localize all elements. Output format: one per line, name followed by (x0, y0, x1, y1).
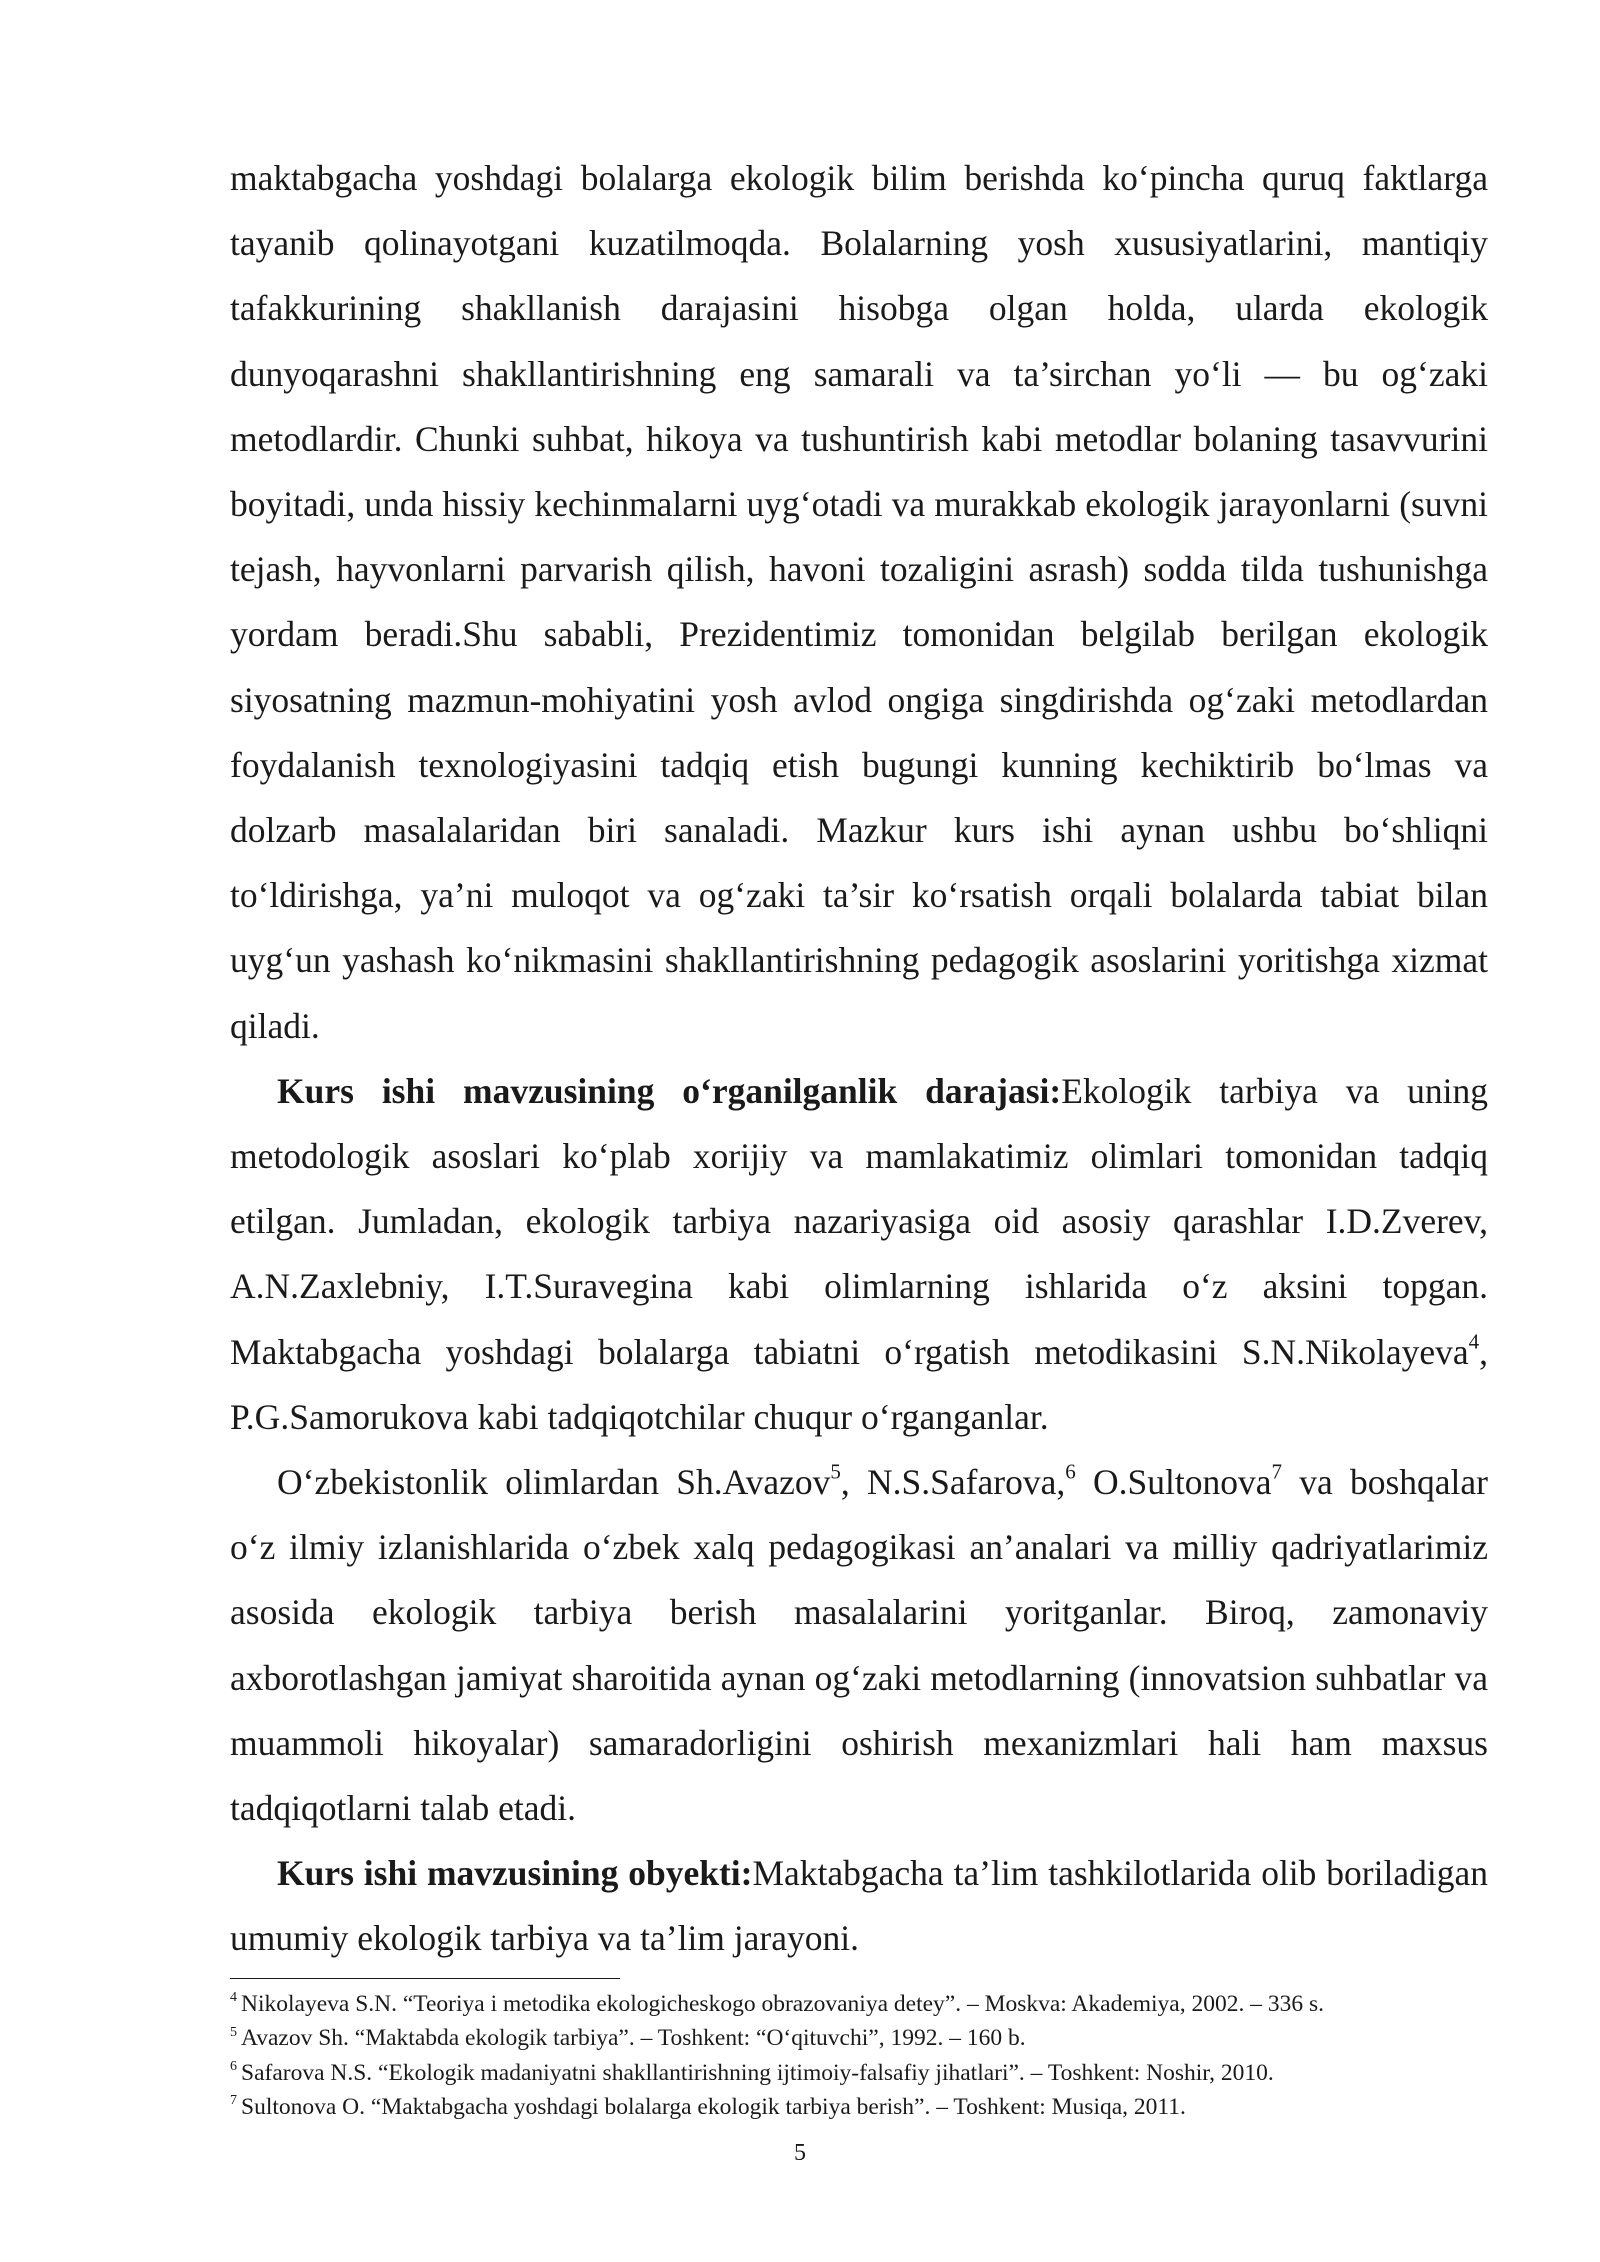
footnote-number: 7 (230, 2093, 237, 2109)
paragraph-text: , N.S.Safarova, (840, 1462, 1066, 1503)
footnote-reference-6[interactable]: 6 (1065, 1459, 1076, 1484)
footnote-4 (230, 1987, 1520, 2021)
paragraph-study-level (230, 1059, 1488, 1450)
footnotes (230, 1987, 1520, 2124)
footnote-separator (230, 1978, 620, 1979)
footnote-number: 5 (230, 2024, 237, 2040)
section-heading-study-level: Kurs ishi mavzusining o‘rganilganlik darajasi: (277, 1070, 1062, 1111)
paragraph-uzbek-scholars (230, 1450, 1488, 1841)
paragraph-text: Ekologik tarbiya va uning metodologik asoslari ko‘plab xorijiy va mamlakatimiz olimlari tomonidan tadqiq etilgan. Jumladan, ekologik tarbiya nazariyasiga oid asosiy qarashlar I.D.Zverev, A.N.Zaxlebniy, I.T.Suravegina kabi olimlarning ishlarida o‘z aksini topgan. Maktabgacha yoshdagi bolalarga tabiatni o‘rgatish metodikasini S.N.Nikolayeva (230, 1070, 1488, 1372)
footnote-7 (230, 2090, 1520, 2124)
paragraph-text: maktabgacha yoshdagi bolalarga ekologik bilim berishda ko‘pincha quruq faktlarga tayanib qolinayotgani kuzatilmoqda. Bolalarning yosh xususiyatlarini, mantiqiy tafakkurining shakllanish darajasini hisobga olgan holda, ularda ekologik dunyoqarashni shakllantirishning eng samarali va ta’sirchan yo‘li — bu og‘zaki metodlardir. Chunki suhbat, hikoya va tushuntirish kabi metodlar bolaning tasavvurini boyitadi, unda hissiy kechinmalarni uyg‘otadi va murakkab ekologik jarayonlarni (suvni tejash, hayvonlarni parvarish qilish, havoni tozaligini asrash) sodda tilda tushunishga yordam beradi.Shu sababli, Prezidentimiz tomonidan belgilab berilgan ekologik siyosatning mazmun-mohiyatini yosh avlod ongiga singdirishda og‘zaki metodlardan foydalanish texnologiyasini tadqiq etish bugungi kunning kechiktirib bo‘lmas va dolzarb masalalaridan biri sanaladi. Mazkur kurs ishi aynan ushbu bo‘shliqni to‘ldirishga, ya’ni muloqot va og‘zaki ta’sir ko‘rsatish orqali bolalarda tabiat bilan uyg‘un yashash ko‘nikmasini shakllantirishning pedagogik asoslarini yoritishga xizmat qiladi. (230, 158, 1488, 1046)
paragraph-object (230, 1841, 1488, 1971)
footnote-text: Avazov Sh. “Maktabda ekologik tarbiya”. – Toshkent: “O‘qituvchi”, 1992. – 160 b. (241, 2025, 1026, 2052)
paragraph-text: Maktabgacha ta’lim tashkilotlarida olib boriladigan umumiy ekologik tarbiya va ta’lim jarayoni. (230, 1853, 1488, 1959)
paragraph-text: O.Sultonova (1075, 1462, 1272, 1503)
document-body (230, 146, 1488, 1972)
section-heading-object: Kurs ishi mavzusining obyekti: (277, 1853, 753, 1894)
footnote-number: 6 (230, 2058, 237, 2074)
footnote-reference-5[interactable]: 5 (830, 1459, 841, 1484)
footnote-number: 4 (230, 1990, 237, 2006)
paragraph-text: , P.G.Samorukova kabi tadqiqotchilar chuqur o‘rganganlar. (230, 1331, 1488, 1437)
paragraph-text: O‘zbekistonlik olimlardan Sh.Avazov (277, 1462, 831, 1503)
footnote-text: Safarova N.S. “Ekologik madaniyatni shakllantirishning ijtimoiy-falsafiy jihatlari”. – Toshkent: Noshir, 2010. (241, 2059, 1274, 2086)
page-number: 5 (794, 2140, 806, 2166)
footnote-text: Sultonova O. “Maktabgacha yoshdagi bolalarga ekologik tarbiya berish”. – Toshkent: Musiqa, 2011. (241, 2093, 1186, 2120)
footnote-5 (230, 2021, 1520, 2055)
paragraph-intro-continuation (230, 146, 1488, 1059)
paragraph-text: va boshqalar o‘z ilmiy izlanishlarida o‘zbek xalq pedagogikasi an’analari va milliy qadriyatlarimiz asosida ekologik tarbiya berish masalalarini yoritganlar. Biroq, zamonaviy axborotlashgan jamiyat sharoitida aynan og‘zaki metodlarning (innovatsion suhbatlar va muammoli hikoyalar) samaradorligini oshirish mexanizmlari hali ham maxsus tadqiqotlarni talab etadi. (230, 1462, 1488, 1829)
footnote-6 (230, 2056, 1520, 2090)
footnote-reference-4[interactable]: 4 (1468, 1328, 1480, 1353)
footnote-text: Nikolayeva S.N. “Teoriya i metodika ekologicheskogo obrazovaniya detey”. – Moskva: Akademiya, 2002. – 336 s. (241, 1991, 1325, 2017)
footnote-reference-7[interactable]: 7 (1271, 1459, 1282, 1484)
